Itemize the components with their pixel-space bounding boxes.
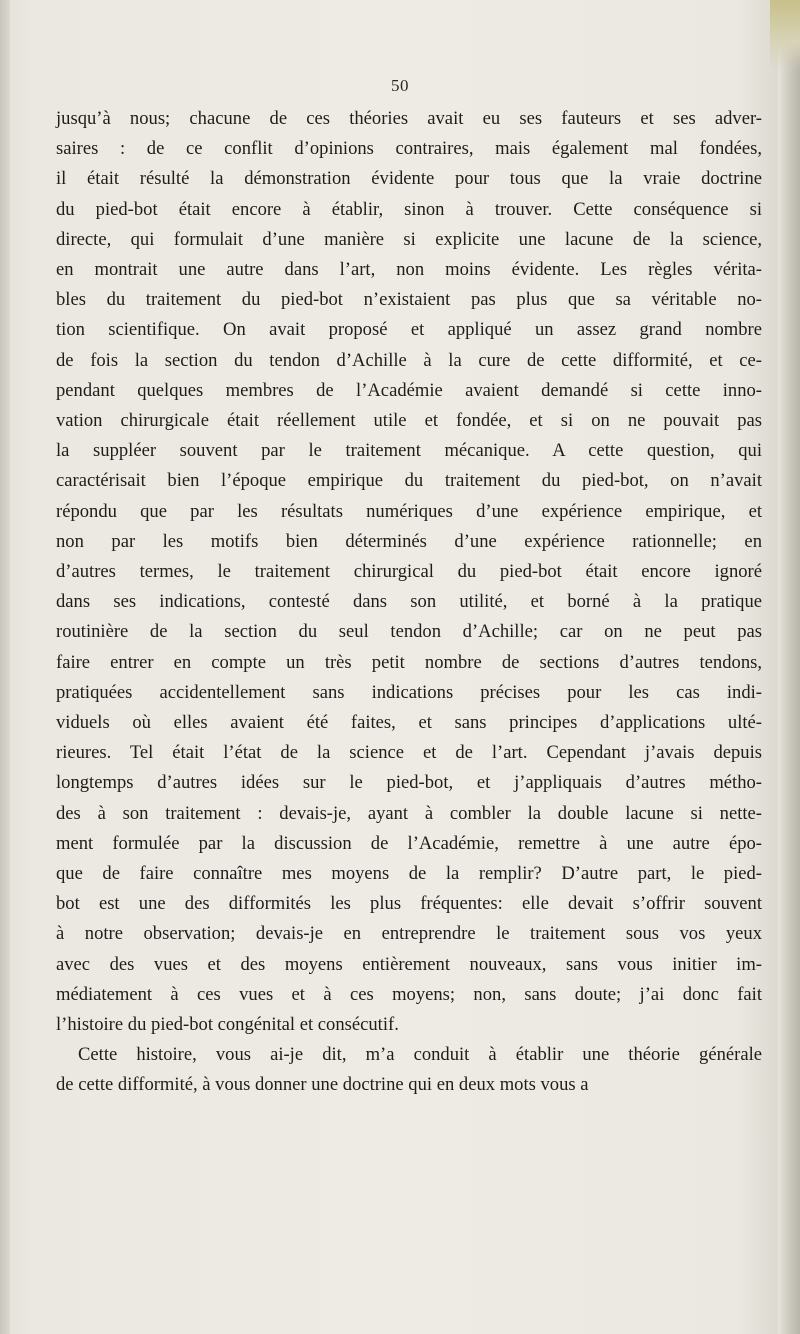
text-line: médiatement à ces vues et à ces moyens; non, sans doute; j’ai donc fait	[56, 983, 762, 1005]
text-line: de fois la section du tendon d’Achille à la cure de cette difformité, et ce-	[56, 349, 762, 371]
text-line: saires : de ce conflit d’opinions contraires, mais également mal fondées,	[56, 138, 762, 160]
text-line: bles du traitement du pied-bot n’existaient pas plus que sa véritable no-	[56, 289, 762, 311]
text-line: directe, qui formulait d’une manière si explicite une lacune de la science,	[56, 228, 762, 250]
text-line: il était résulté la démonstration évidente pour tous que la vraie doctrine	[56, 168, 762, 190]
text-line: l’histoire du pied-bot congénital et consécutif.	[56, 1014, 399, 1035]
text-line: caractérisait bien l’époque empirique du traitement du pied-bot, on n’avait	[56, 470, 762, 492]
text-line: de cette difformité, à vous donner une doctrine qui en deux mots vous a	[56, 1074, 589, 1096]
text-line: rieures. Tel était l’état de la science et de l’art. Cependant j’avais depuis	[56, 742, 762, 764]
text-line: pratiquées accidentellement sans indications précises pour les cas indi-	[56, 681, 762, 703]
text-line: bot est une des difformités les plus fréquentes: elle devait s’offrir souvent	[56, 893, 762, 915]
text-line: à notre observation; devais-je en entreprendre le traitement sous vos yeux	[56, 923, 762, 945]
page-gutter-shadow	[0, 0, 10, 1334]
text-line: routinière de la section du seul tendon d’Achille; car on ne peut pas	[56, 621, 762, 643]
text-line: jusqu’à nous; chacune de ces théories avait eu ses fauteurs et ses adver-	[56, 108, 762, 129]
text-line: ment formulée par la discussion de l’Académie, remettre à une autre épo-	[56, 832, 762, 854]
text-line: dans ses indications, contesté dans son utilité, et borné à la pratique	[56, 591, 762, 613]
text-line: pendant quelques membres de l’Académie avaient demandé si cette inno-	[56, 379, 762, 401]
text-line: viduels où elles avaient été faites, et sans principes d’applications ulté-	[56, 712, 762, 733]
text-line: Cette histoire, vous ai-je dit, m’a conduit à établir une théorie générale	[78, 1044, 762, 1066]
page-edge-stain	[770, 0, 800, 70]
text-line: répondu que par les résultats numériques d’une expérience empirique, et	[56, 500, 762, 522]
text-line: longtemps d’autres idées sur le pied-bot, et j’appliquais d’autres métho-	[56, 772, 762, 794]
page-edge-shadow	[778, 0, 800, 1334]
text-line: tion scientifique. On avait proposé et appliqué un assez grand nombre	[56, 319, 762, 341]
text-line: non par les motifs bien déterminés d’une expérience rationnelle; en	[56, 530, 762, 552]
page-number: 50	[391, 76, 409, 95]
text-line: d’autres termes, le traitement chirurgical du pied-bot était encore ignoré	[56, 561, 762, 582]
text-line: faire entrer en compte un très petit nombre de sections d’autres tendons,	[56, 651, 762, 673]
text-line: avec des vues et des moyens entièrement nouveaux, sans vous initier im-	[56, 953, 762, 975]
text-line: du pied-bot était encore à établir, sinon à trouver. Cette conséquence si	[56, 198, 762, 220]
text-line: la suppléer souvent par le traitement mécanique. A cette question, qui	[56, 440, 762, 462]
text-line: que de faire connaître mes moyens de la remplir? D’autre part, le pied-	[56, 863, 762, 884]
text-line: en montrait une autre dans l’art, non moins évidente. Les règles vérita-	[56, 259, 762, 280]
text-line: vation chirurgicale était réellement utile et fondée, et si on ne pouvait pas	[56, 410, 762, 431]
text-line: des à son traitement : devais-je, ayant à combler la double lacune si nette-	[56, 802, 762, 824]
